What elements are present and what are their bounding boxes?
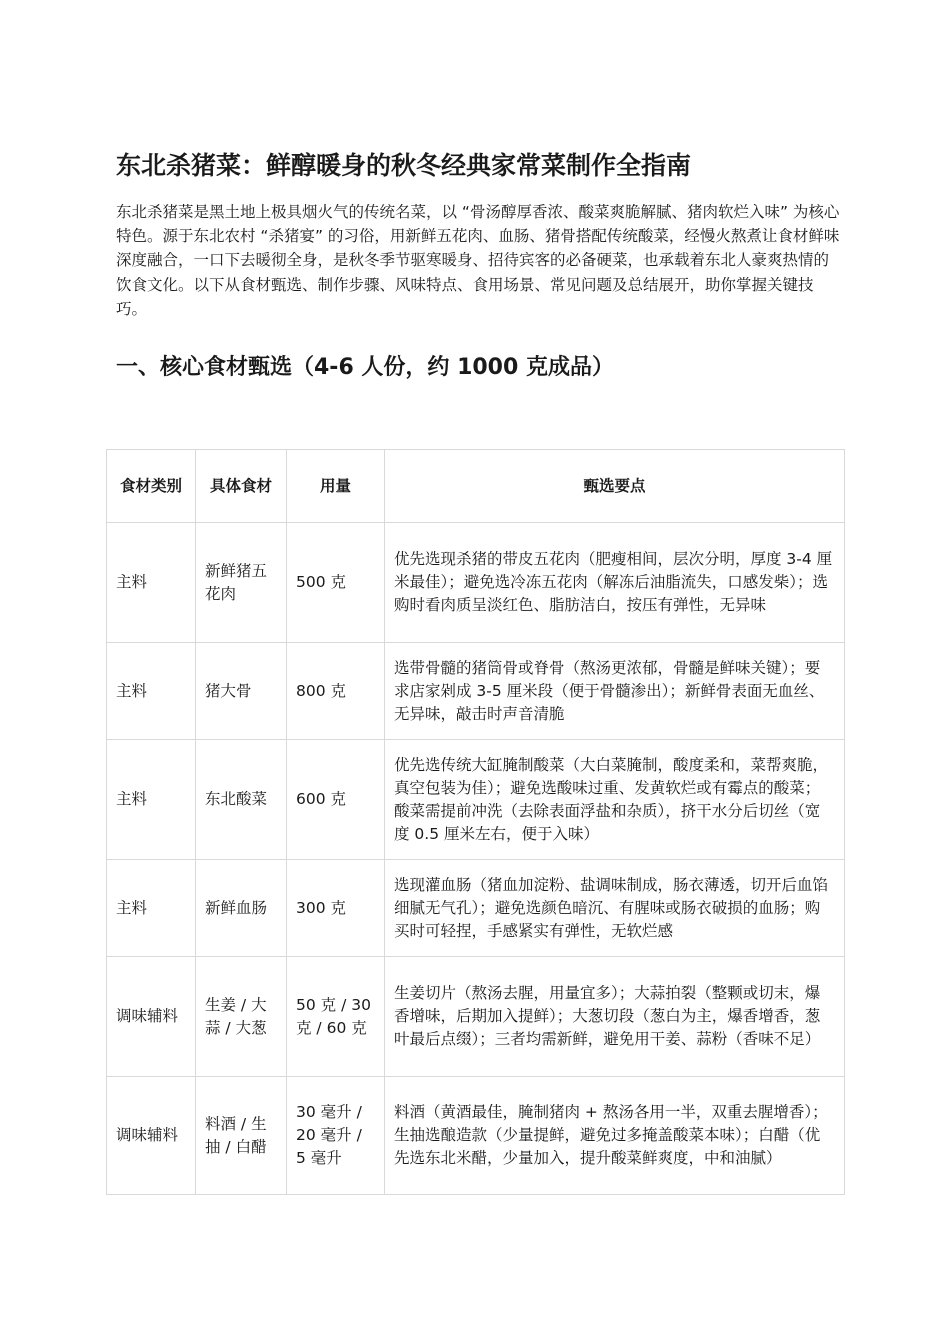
table-row: [107, 1077, 845, 1195]
intro-paragraph: 东北杀猪菜是黑土地上极具烟火气的传统名菜，以 “骨汤醇厚香浓、酸菜爽脆解腻、猪肉软烂入味” 为核心特色。源于东北农村 “杀猪宴” 的习俗，用新鲜五花肉、血肠、猪骨搭配传统酸菜，经慢火熬煮让食材鲜味深度融合，一口下去暖彻全身，是秋冬季节驱寒暖身、招待宾客的必备硬菜，也承载着东北人豪爽热情的饮食文化。以下从食材甄选、制作步骤、风味特点、食用场景、常见问题及总结展开，助你掌握关键技巧。: [116, 203, 840, 318]
cell-category: 调味辅料: [107, 957, 196, 1077]
cell-amount: 30 毫升 / 20 毫升 / 5 毫升: [287, 1077, 385, 1195]
cell-amount: 300 克: [287, 860, 385, 957]
cell-item: 料酒 / 生抽 / 白醋: [196, 1077, 287, 1195]
cell-amount: 50 克 / 30 克 / 60 克: [287, 957, 385, 1077]
cell-category: 主料: [107, 860, 196, 957]
cell-item: 猪大骨: [196, 643, 287, 740]
table-row: [107, 643, 845, 740]
section-heading-ingredients: 一、核心食材甄选（4-6 人份，约 1000 克成品）: [116, 355, 614, 381]
cell-item: 新鲜猪五花肉: [196, 523, 287, 643]
cell-tips: 生姜切片（熬汤去腥，用量宜多）；大蒜拍裂（整颗或切末，爆香增味，后期加入提鲜）；大葱切段（葱白为主，爆香增香，葱叶最后点缀）；三者均需新鲜，避免用干姜、蒜粉（香味不足）: [385, 957, 845, 1077]
header-category: 食材类别: [107, 450, 196, 523]
cell-amount: 800 克: [287, 643, 385, 740]
cell-category: 主料: [107, 643, 196, 740]
table-row: [107, 957, 845, 1077]
table-row: [107, 740, 845, 860]
cell-category: 调味辅料: [107, 1077, 196, 1195]
cell-tips: 优先选传统大缸腌制酸菜（大白菜腌制，酸度柔和，菜帮爽脆，真空包装为佳）；避免选酸味过重、发黄软烂或有霉点的酸菜；酸菜需提前冲洗（去除表面浮盐和杂质），挤干水分后切丝（宽度 0.5 厘米左右，便于入味）: [385, 740, 845, 860]
cell-item: 东北酸菜: [196, 740, 287, 860]
cell-item: 生姜 / 大蒜 / 大葱: [196, 957, 287, 1077]
document-body: [116, 146, 844, 385]
table-header-row: [107, 450, 845, 523]
cell-category: 主料: [107, 523, 196, 643]
table-row: [107, 860, 845, 957]
header-amount: 用量: [287, 450, 385, 523]
cell-tips: 选带骨髓的猪筒骨或脊骨（熬汤更浓郁，骨髓是鲜味关键）；要求店家剁成 3-5 厘米段（便于骨髓渗出）；新鲜骨表面无血丝、无异味，敲击时声音清脆: [385, 643, 845, 740]
header-item: 具体食材: [196, 450, 287, 523]
cell-category: 主料: [107, 740, 196, 860]
cell-item: 新鲜血肠: [196, 860, 287, 957]
cell-amount: 600 克: [287, 740, 385, 860]
page-title: 东北杀猪菜：鲜醇暖身的秋冬经典家常菜制作全指南: [116, 151, 692, 180]
cell-tips: 料酒（黄酒最佳，腌制猪肉 + 熬汤各用一半，双重去腥增香）；生抽选酿造款（少量提鲜，避免过多掩盖酸菜本味）；白醋（优先选东北米醋，少量加入，提升酸菜鲜爽度，中和油腻）: [385, 1077, 845, 1195]
cell-tips: 优先选现杀猪的带皮五花肉（肥瘦相间，层次分明，厚度 3-4 厘米最佳）；避免选冷冻五花肉（解冻后油脂流失，口感发柴）；选购时看肉质呈淡红色、脂肪洁白，按压有弹性，无异味: [385, 523, 845, 643]
cell-tips: 选现灌血肠（猪血加淀粉、盐调味制成，肠衣薄透，切开后血馅细腻无气孔）；避免选颜色暗沉、有腥味或肠衣破损的血肠；购买时可轻捏，手感紧实有弹性，无软烂感: [385, 860, 845, 957]
table-row: [107, 523, 845, 643]
ingredients-table: [106, 449, 845, 1195]
header-tips: 甄选要点: [385, 450, 845, 523]
cell-amount: 500 克: [287, 523, 385, 643]
